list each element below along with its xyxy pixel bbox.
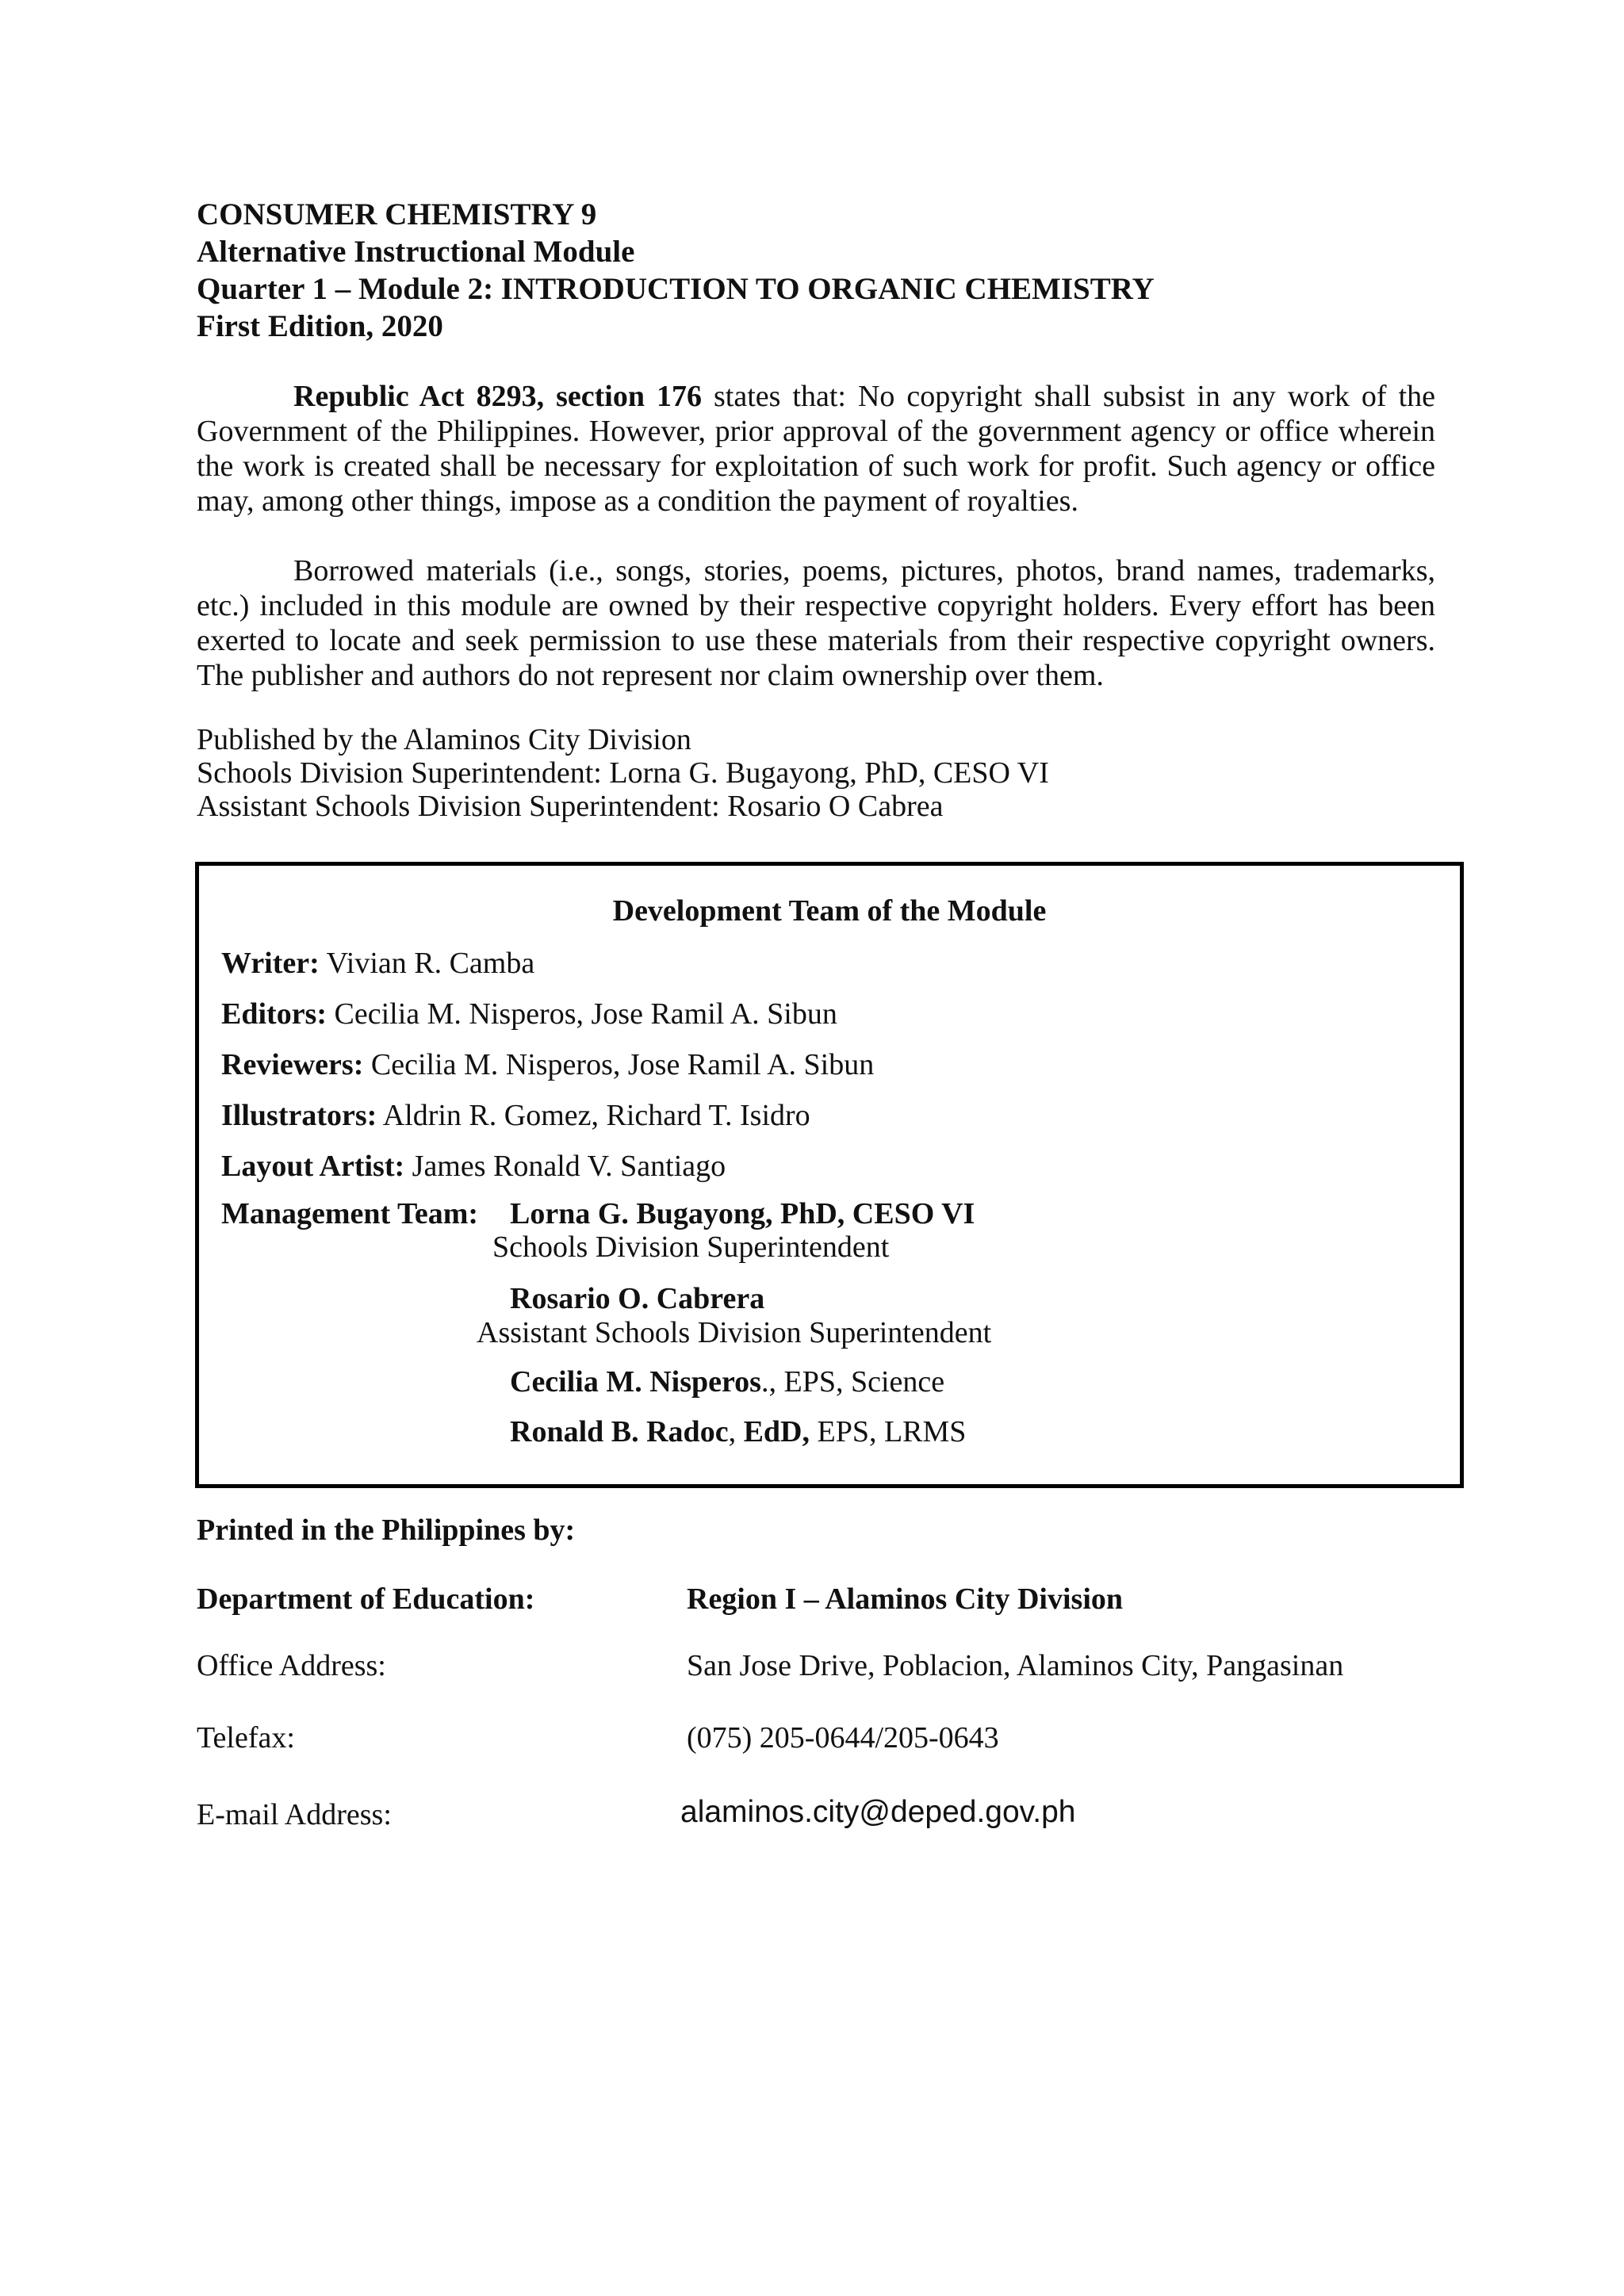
copyright-paragraph xyxy=(197,379,1435,519)
course-title: CONSUMER CHEMISTRY 9 xyxy=(197,197,597,232)
reviewers-label: Reviewers: xyxy=(221,1048,364,1081)
department-value: Region I – Alaminos City Division xyxy=(687,1582,1124,1616)
layout-artist-row xyxy=(221,1150,726,1184)
department-label: Department of Education: xyxy=(197,1582,535,1616)
telefax-label: Telefax: xyxy=(197,1721,295,1755)
office-address-value: San Jose Drive, Poblacion, Alaminos City, Pangasinan xyxy=(687,1649,1344,1682)
illustrators-row xyxy=(221,1099,810,1134)
management-member-name: Ronald B. Radoc xyxy=(510,1415,729,1448)
management-member-name: Lorna G. Bugayong, PhD, CESO VI xyxy=(510,1197,975,1230)
management-member-name: Cecilia M. Nisperos xyxy=(510,1365,761,1399)
office-address-label: Office Address: xyxy=(197,1649,386,1682)
module-title: Quarter 1 – Module 2: INTRODUCTION TO ORGANIC CHEMISTRY xyxy=(197,272,1155,306)
writer-label: Writer: xyxy=(221,947,320,980)
illustrators-names: Aldrin R. Gomez, Richard T. Isidro xyxy=(377,1099,810,1132)
layout-artist-name: James Ronald V. Santiago xyxy=(404,1150,726,1183)
module-type: Alternative Instructional Module xyxy=(197,235,635,269)
name-separator: , xyxy=(728,1415,744,1448)
management-member-degree: EdD, xyxy=(743,1415,810,1448)
copyright-law-reference: Republic Act 8293, section 176 xyxy=(293,380,702,413)
management-member-role: ., EPS, Science xyxy=(760,1365,945,1399)
reviewers-row xyxy=(221,1048,874,1083)
borrowed-materials-text: Borrowed materials (i.e., songs, stories, poems, pictures, photos, brand names, trademarks, etc.) included in this module are owned by their respective copyright holders. Every effort has been exerted to locate and seek permission to use these materials from their respective copyright owners. The publisher and authors do not represent nor claim ownership over them. xyxy=(197,554,1435,692)
management-team-label: Management Team: xyxy=(221,1197,479,1230)
management-member-role: EPS, LRMS xyxy=(809,1415,967,1448)
assistant-superintendent-line: Assistant Schools Division Superintendent: Rosario O Cabrea xyxy=(197,790,944,823)
copyright-text: states that: No copyright shall subsist in any work of the Government of the Philippines. However, prior approval of the government agency or office wherein the work is created shall be necessary for exploitation of such work for profit. Such agency or office may, among other things, impose as a condition the payment of royalties. xyxy=(197,380,1435,518)
borrowed-materials-paragraph xyxy=(197,553,1435,693)
management-member-row xyxy=(510,1415,966,1450)
editors-names: Cecilia M. Nisperos, Jose Ramil A. Sibun xyxy=(327,997,837,1031)
email-label: E-mail Address: xyxy=(197,1798,392,1831)
superintendent-line: Schools Division Superintendent: Lorna G. Bugayong, PhD, CESO VI xyxy=(197,756,1049,790)
module-title-block xyxy=(197,196,1155,345)
telefax-value: (075) 205-0644/205-0643 xyxy=(687,1721,999,1755)
management-team-label-row xyxy=(221,1197,478,1232)
writer-row xyxy=(221,947,534,982)
management-member-role: Assistant Schools Division Superintendent xyxy=(477,1316,992,1349)
publisher-line: Published by the Alaminos City Division xyxy=(197,723,691,756)
printed-by-heading: Printed in the Philippines by: xyxy=(197,1513,576,1547)
writer-name: Vivian R. Camba xyxy=(319,947,535,980)
reviewers-names: Cecilia M. Nisperos, Jose Ramil A. Sibun xyxy=(363,1048,875,1081)
illustrators-label: Illustrators: xyxy=(221,1099,377,1132)
editors-label: Editors: xyxy=(221,997,327,1031)
email-value: alaminos.city@deped.gov.ph xyxy=(680,1795,1076,1829)
development-team-heading: Development Team of the Module xyxy=(612,894,1047,928)
editors-row xyxy=(221,997,837,1032)
publisher-info xyxy=(197,723,1049,823)
management-member-role: Schools Division Superintendent xyxy=(492,1230,890,1264)
development-team-box xyxy=(195,862,1464,1488)
management-member-row xyxy=(510,1365,944,1400)
management-member-name: Rosario O. Cabrera xyxy=(510,1282,765,1315)
edition: First Edition, 2020 xyxy=(197,309,443,343)
layout-artist-label: Layout Artist: xyxy=(221,1150,405,1183)
